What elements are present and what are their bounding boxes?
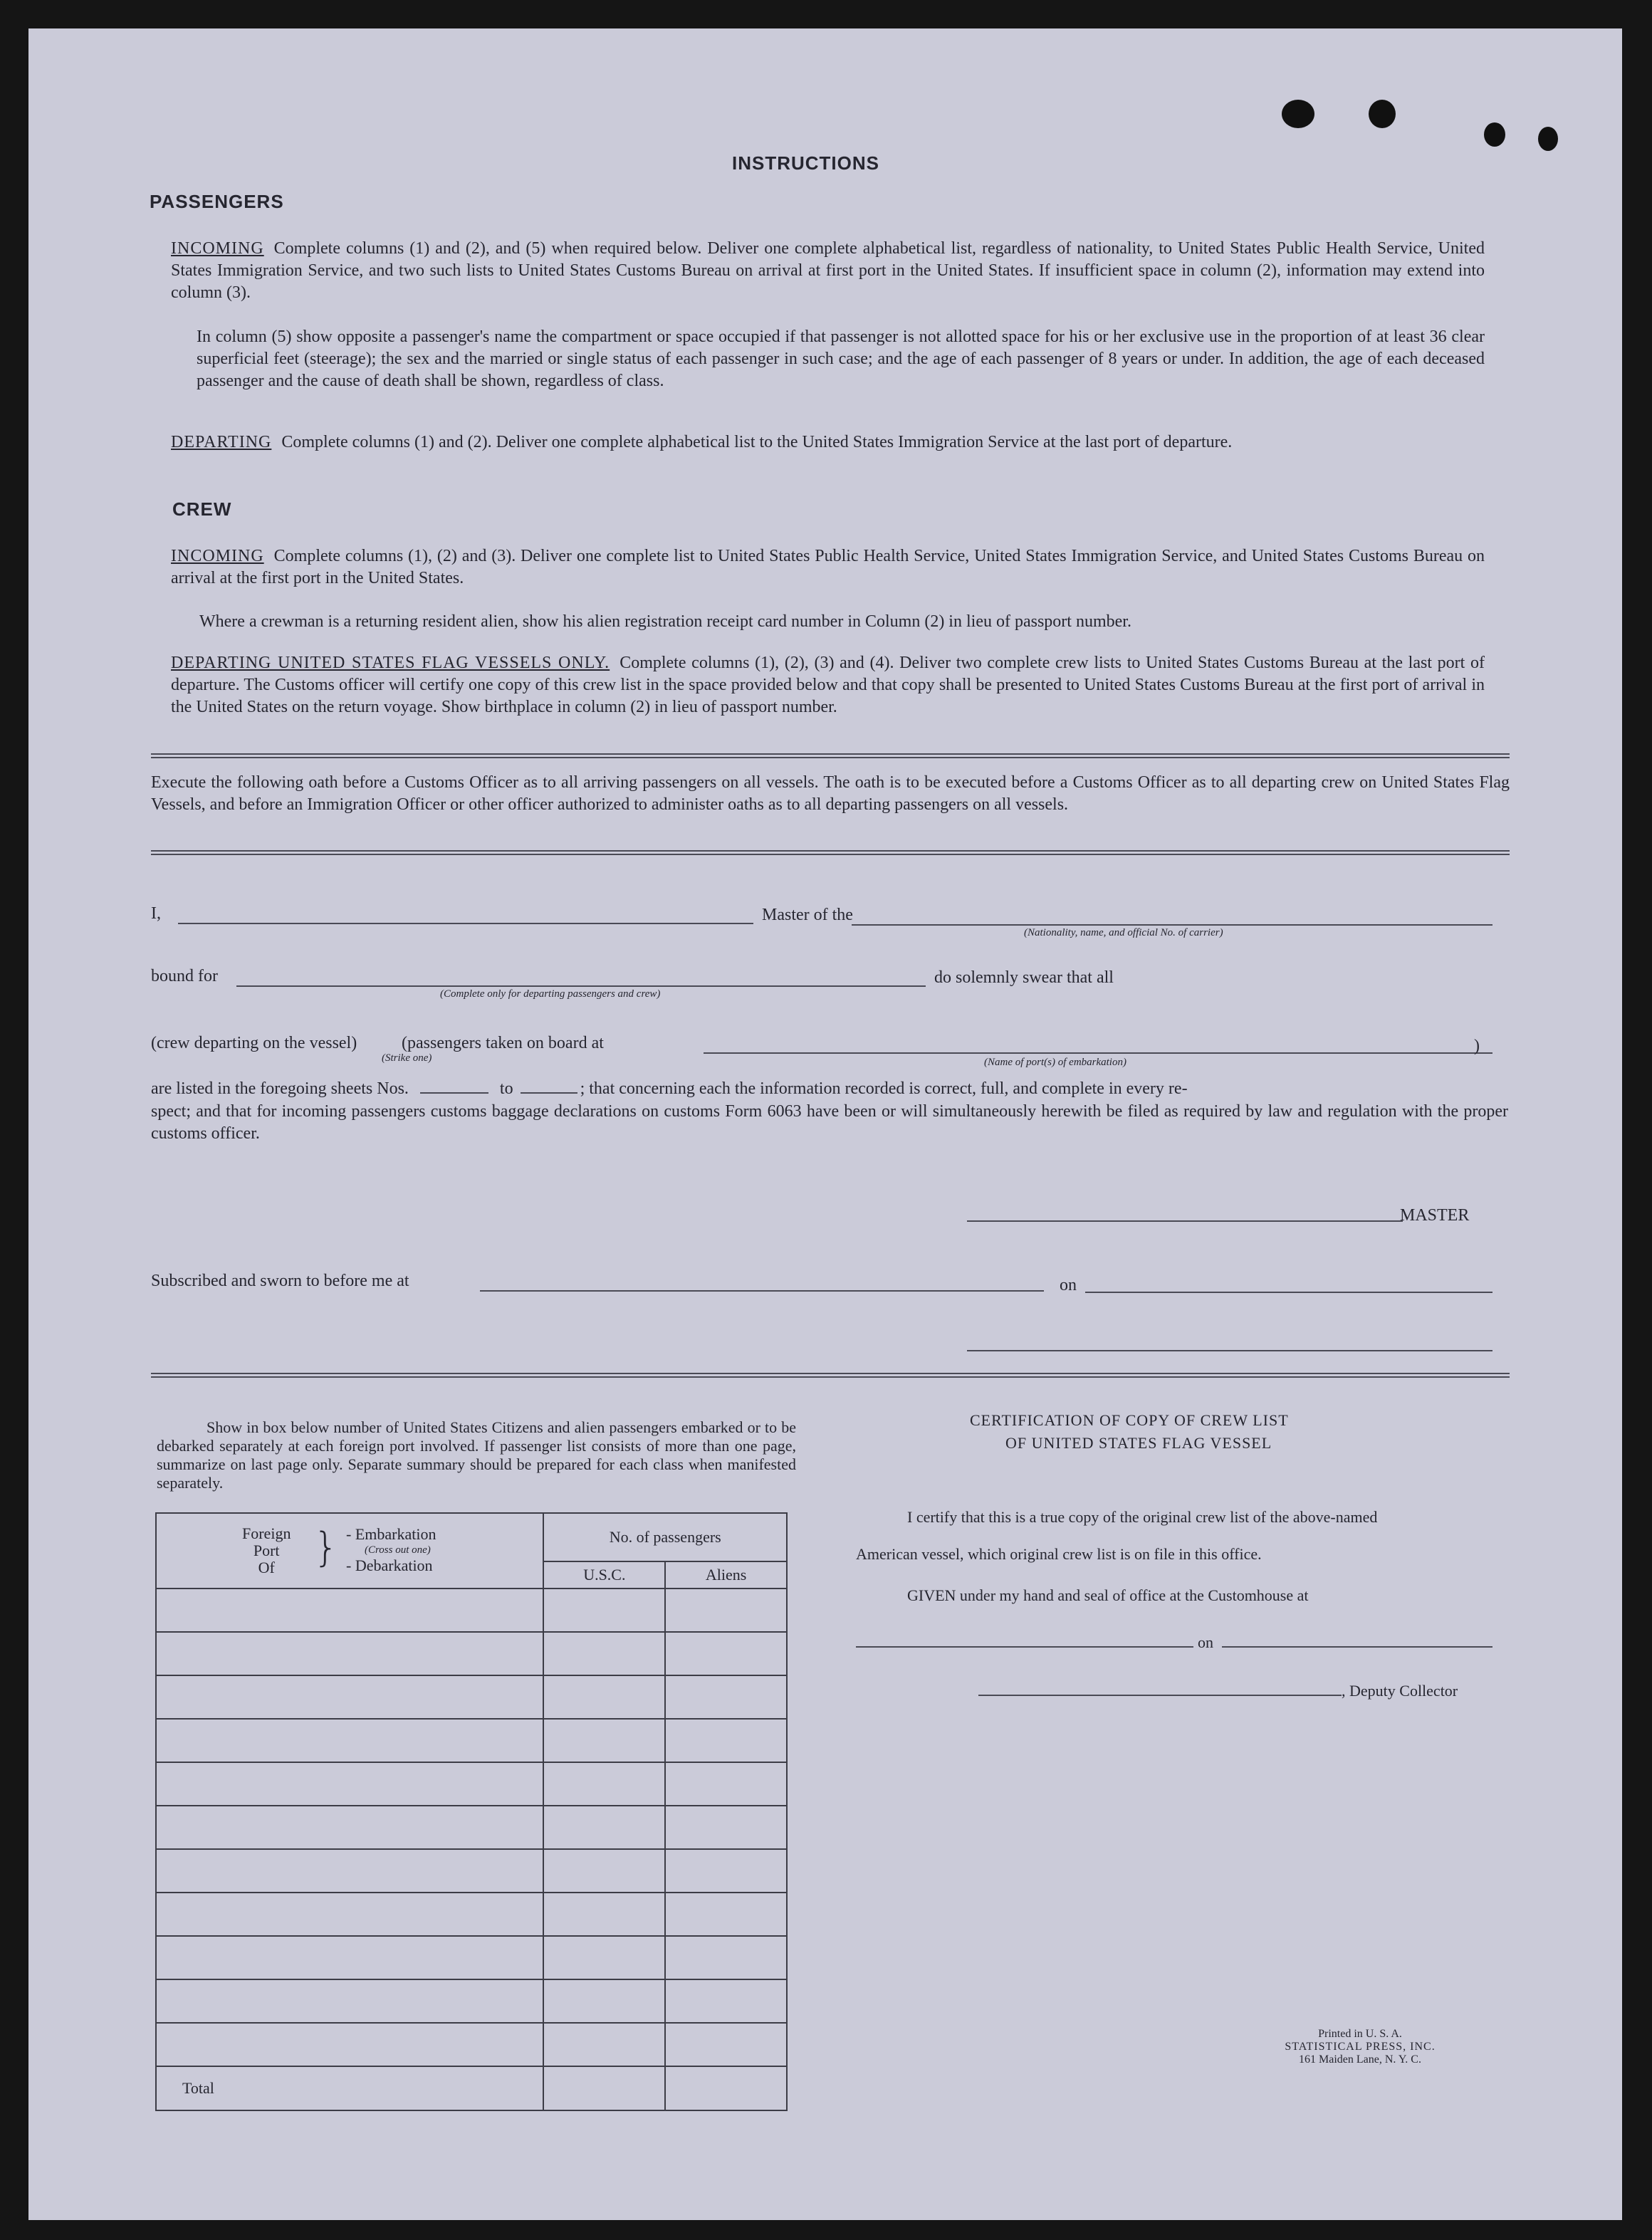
passengers-taken-option[interactable]: (passengers taken on board at (402, 1034, 604, 1052)
bound-for-field[interactable] (236, 970, 926, 987)
of-label: Of (258, 1559, 275, 1576)
table-row (156, 1893, 787, 1936)
port-cell[interactable] (156, 1589, 543, 1632)
subscribed-label: Subscribed and sworn to before me at (151, 1272, 409, 1290)
imprint-line-2: STATISTICAL PRESS, INC. (1285, 2041, 1436, 2053)
table-row (156, 1849, 787, 1893)
usc-cell[interactable] (543, 1719, 665, 1762)
master-name-field[interactable] (178, 906, 753, 924)
cross-out-caption: (Cross out one) (365, 1544, 431, 1556)
master-label: MASTER (1400, 1206, 1470, 1225)
table-row (156, 1979, 787, 2023)
strike-one-caption: (Strike one) (382, 1052, 432, 1064)
port-cell[interactable] (156, 1979, 543, 2023)
listed-sheets-label: are listed in the foregoing sheets Nos. (151, 1079, 409, 1098)
sheet-to-field[interactable] (521, 1078, 577, 1094)
sworn-date-field[interactable] (1085, 1276, 1492, 1293)
section-divider (151, 1373, 1510, 1378)
printer-imprint (1267, 2028, 1453, 2066)
table-row (156, 2023, 787, 2066)
aliens-cell[interactable] (665, 1589, 787, 1632)
carrier-field[interactable] (852, 909, 1492, 926)
port-cell[interactable] (156, 1632, 543, 1675)
sworn-on-label: on (1060, 1276, 1077, 1294)
ports-caption: (Name of port(s) of embarkation) (984, 1057, 1126, 1068)
total-usc-cell[interactable] (543, 2066, 665, 2110)
crew-departing-option[interactable]: (crew departing on the vessel) (151, 1034, 357, 1052)
total-aliens-cell[interactable] (665, 2066, 787, 2110)
table-row (156, 1632, 787, 1675)
deputy-signature-line[interactable] (978, 1679, 1342, 1696)
bound-for-label: bound for (151, 967, 218, 985)
usc-cell[interactable] (543, 1762, 665, 1806)
embarkation-ports-field[interactable] (704, 1037, 1492, 1054)
passengers-departing-text: Complete columns (1) and (2). Deliver one complete alphabetical list to the United States Immigration Service at the last port of departure. (281, 433, 1233, 451)
deputy-collector-label: , Deputy Collector (1342, 1682, 1458, 1700)
crew-incoming-text: Complete columns (1), (2) and (3). Deliver one complete list to United States Public Health Service, United States Immigration Service, and United States Customs Bureau on arrival at the first port in the United States. (171, 547, 1485, 587)
aliens-cell[interactable] (665, 1632, 787, 1675)
total-label: Total (156, 2066, 543, 2110)
total-row (156, 2066, 787, 2110)
table-row (156, 1719, 787, 1762)
port-label: Port (253, 1542, 280, 1559)
crew-heading: CREW (172, 498, 232, 520)
usc-cell[interactable] (543, 1849, 665, 1893)
certification-title-1: CERTIFICATION OF COPY OF CREW LIST (970, 1411, 1289, 1429)
debarkation-option[interactable]: - Debarkation (346, 1556, 433, 1574)
port-cell[interactable] (156, 1893, 543, 1936)
certification-title-2: OF UNITED STATES FLAG VESSEL (1005, 1434, 1272, 1452)
certification-on-label: on (1198, 1633, 1213, 1651)
usc-cell[interactable] (543, 1893, 665, 1936)
section-divider (151, 753, 1510, 758)
passengers-departing-lead: DEPARTING (171, 433, 272, 451)
section-divider (151, 850, 1510, 855)
port-cell[interactable] (156, 1719, 543, 1762)
imprint-line-3: 161 Maiden Lane, N. Y. C. (1299, 2053, 1421, 2066)
passenger-summary-table (155, 1512, 788, 2111)
crew-departing-paragraph (171, 652, 1485, 718)
port-header-cell (156, 1513, 543, 1589)
aliens-cell[interactable] (665, 1719, 787, 1762)
listed-statement: ; that concerning each the information recorded is correct, full, and complete in every re- (580, 1079, 1188, 1098)
foreign-label: Foreign (242, 1524, 291, 1542)
usc-cell[interactable] (543, 1936, 665, 1979)
crew-resident-paragraph: Where a crewman is a returning resident alien, show his alien registration receipt card number in Column (2) in lieu of passport number. (199, 612, 1131, 631)
port-cell[interactable] (156, 1762, 543, 1806)
instructions-title: INSTRUCTIONS (732, 152, 879, 174)
port-cell[interactable] (156, 1675, 543, 1719)
certification-line-2: American vessel, which original crew list is on file in this office. (856, 1545, 1262, 1563)
aliens-cell[interactable] (665, 1675, 787, 1719)
aliens-cell[interactable] (665, 1979, 787, 2023)
table-row (156, 1762, 787, 1806)
oath-intro: Execute the following oath before a Customs Officer as to all arriving passengers on all vessels. The oath is to be executed before a Customs Officer as to all departing crew on United States Flag Vessels, and before an Immigration Officer or other officer authorized to administer oaths as to all departing passengers on all vessels. (151, 773, 1510, 814)
usc-cell[interactable] (543, 1632, 665, 1675)
port-cell[interactable] (156, 1806, 543, 1849)
usc-cell[interactable] (543, 1589, 665, 1632)
crew-incoming-paragraph (171, 545, 1485, 590)
usc-header: U.S.C. (543, 1561, 665, 1589)
embarkation-option[interactable]: - Embarkation (346, 1525, 436, 1543)
certification-given: GIVEN under my hand and seal of office at the Customhouse at (907, 1586, 1309, 1604)
passengers-incoming-paragraph (171, 238, 1485, 304)
port-cell[interactable] (156, 2023, 543, 2066)
close-paren: ) (1474, 1037, 1480, 1055)
table-row (156, 1936, 787, 1979)
passengers-incoming-text: Complete columns (1) and (2), and (5) when required below. Deliver one complete alphabetical list, regardless of nationality, to United States Public Health Service, United States Immigration Service, and two such lists to United States Customs Bureau on arrival at first port in the United States. If insufficient space in column (2), information may extend into column (3). (171, 239, 1485, 302)
table-row (156, 1806, 787, 1849)
no-of-passengers-header: No. of passengers (543, 1513, 787, 1561)
master-of-the-label: Master of the (762, 906, 853, 924)
certification-date-field[interactable] (1222, 1631, 1492, 1648)
usc-cell[interactable] (543, 2023, 665, 2066)
solemnly-swear-text: do solemnly swear that all (934, 968, 1114, 987)
punch-hole-mark (1282, 100, 1314, 128)
port-cell[interactable] (156, 1936, 543, 1979)
usc-cell[interactable] (543, 1675, 665, 1719)
passengers-incoming-lead: INCOMING (171, 239, 264, 258)
carrier-caption: (Nationality, name, and official No. of carrier) (1024, 927, 1223, 938)
table-row (156, 1589, 787, 1632)
aliens-header: Aliens (665, 1561, 787, 1589)
form-sheet (28, 28, 1622, 2220)
usc-cell[interactable] (543, 1979, 665, 2023)
passengers-heading: PASSENGERS (150, 191, 284, 212)
usc-cell[interactable] (543, 1806, 665, 1849)
crew-departing-lead: DEPARTING UNITED STATES FLAG VESSELS ONLY. (171, 654, 610, 672)
aliens-cell[interactable] (665, 2023, 787, 2066)
aliens-cell[interactable] (665, 1806, 787, 1849)
sheet-from-field[interactable] (420, 1078, 488, 1094)
summary-intro: Show in box below number of United States Citizens and alien passengers embarked or to be debarked separately at each foreign port involved. If passenger list consists of more than one page, summarize on last page only. Separate summary should be prepared for each class when manifested separately. (157, 1418, 796, 1492)
listed-text-line1 (151, 1078, 1508, 1099)
listed-text-continued: spect; and that for incoming passengers customs baggage declarations on customs Form 6063 have been or will simultaneously herewith be filed as required by law and regulation with the proper customs officer. (151, 1102, 1508, 1143)
listed-to-label: to (499, 1079, 513, 1098)
punch-hole-mark (1369, 100, 1396, 128)
customhouse-field[interactable] (856, 1631, 1193, 1648)
oath-i-label: I, (151, 904, 161, 923)
imprint-line-1: Printed in U. S. A. (1318, 2028, 1402, 2040)
port-cell[interactable] (156, 1849, 543, 1893)
crew-incoming-lead: INCOMING (171, 547, 264, 565)
aliens-cell[interactable] (665, 1849, 787, 1893)
punch-hole-mark (1484, 122, 1505, 147)
aliens-cell[interactable] (665, 1762, 787, 1806)
bound-caption: (Complete only for departing passengers and crew) (440, 988, 661, 1000)
brace-mark: } (313, 1524, 339, 1571)
table-row (156, 1675, 787, 1719)
passengers-departing-paragraph (171, 431, 1485, 454)
aliens-cell[interactable] (665, 1936, 787, 1979)
sworn-at-field[interactable] (480, 1275, 1044, 1292)
crew-departing-text: Complete columns (1), (2), (3) and (4). Deliver two complete crew lists to United States Customs Bureau at the last port of departure. The Customs officer will certify one copy of this crew list in the space provided below and that copy shall be presented to United States Customs Bureau at the first port of arrival in the United States on the return voyage. Show birthplace in column (2) in lieu of passport number. (171, 654, 1485, 716)
aliens-cell[interactable] (665, 1893, 787, 1936)
certification-line-1: I certify that this is a true copy of the original crew list of the above-named (907, 1508, 1378, 1526)
master-signature-line[interactable] (967, 1205, 1403, 1222)
punch-hole-mark (1538, 127, 1558, 151)
passengers-column5-paragraph: In column (5) show opposite a passenger's name the compartment or space occupied if that passenger is not allotted space for his or her exclusive use in the proportion of at least 36 clear superficial feet (steerage); the sex and the married or single status of each passenger in such case; and the age of each passenger of 8 years or under. In addition, the age of each deceased passenger and the cause of death shall be shown, regardless of class. (197, 328, 1485, 390)
officer-signature-line[interactable] (967, 1336, 1492, 1351)
